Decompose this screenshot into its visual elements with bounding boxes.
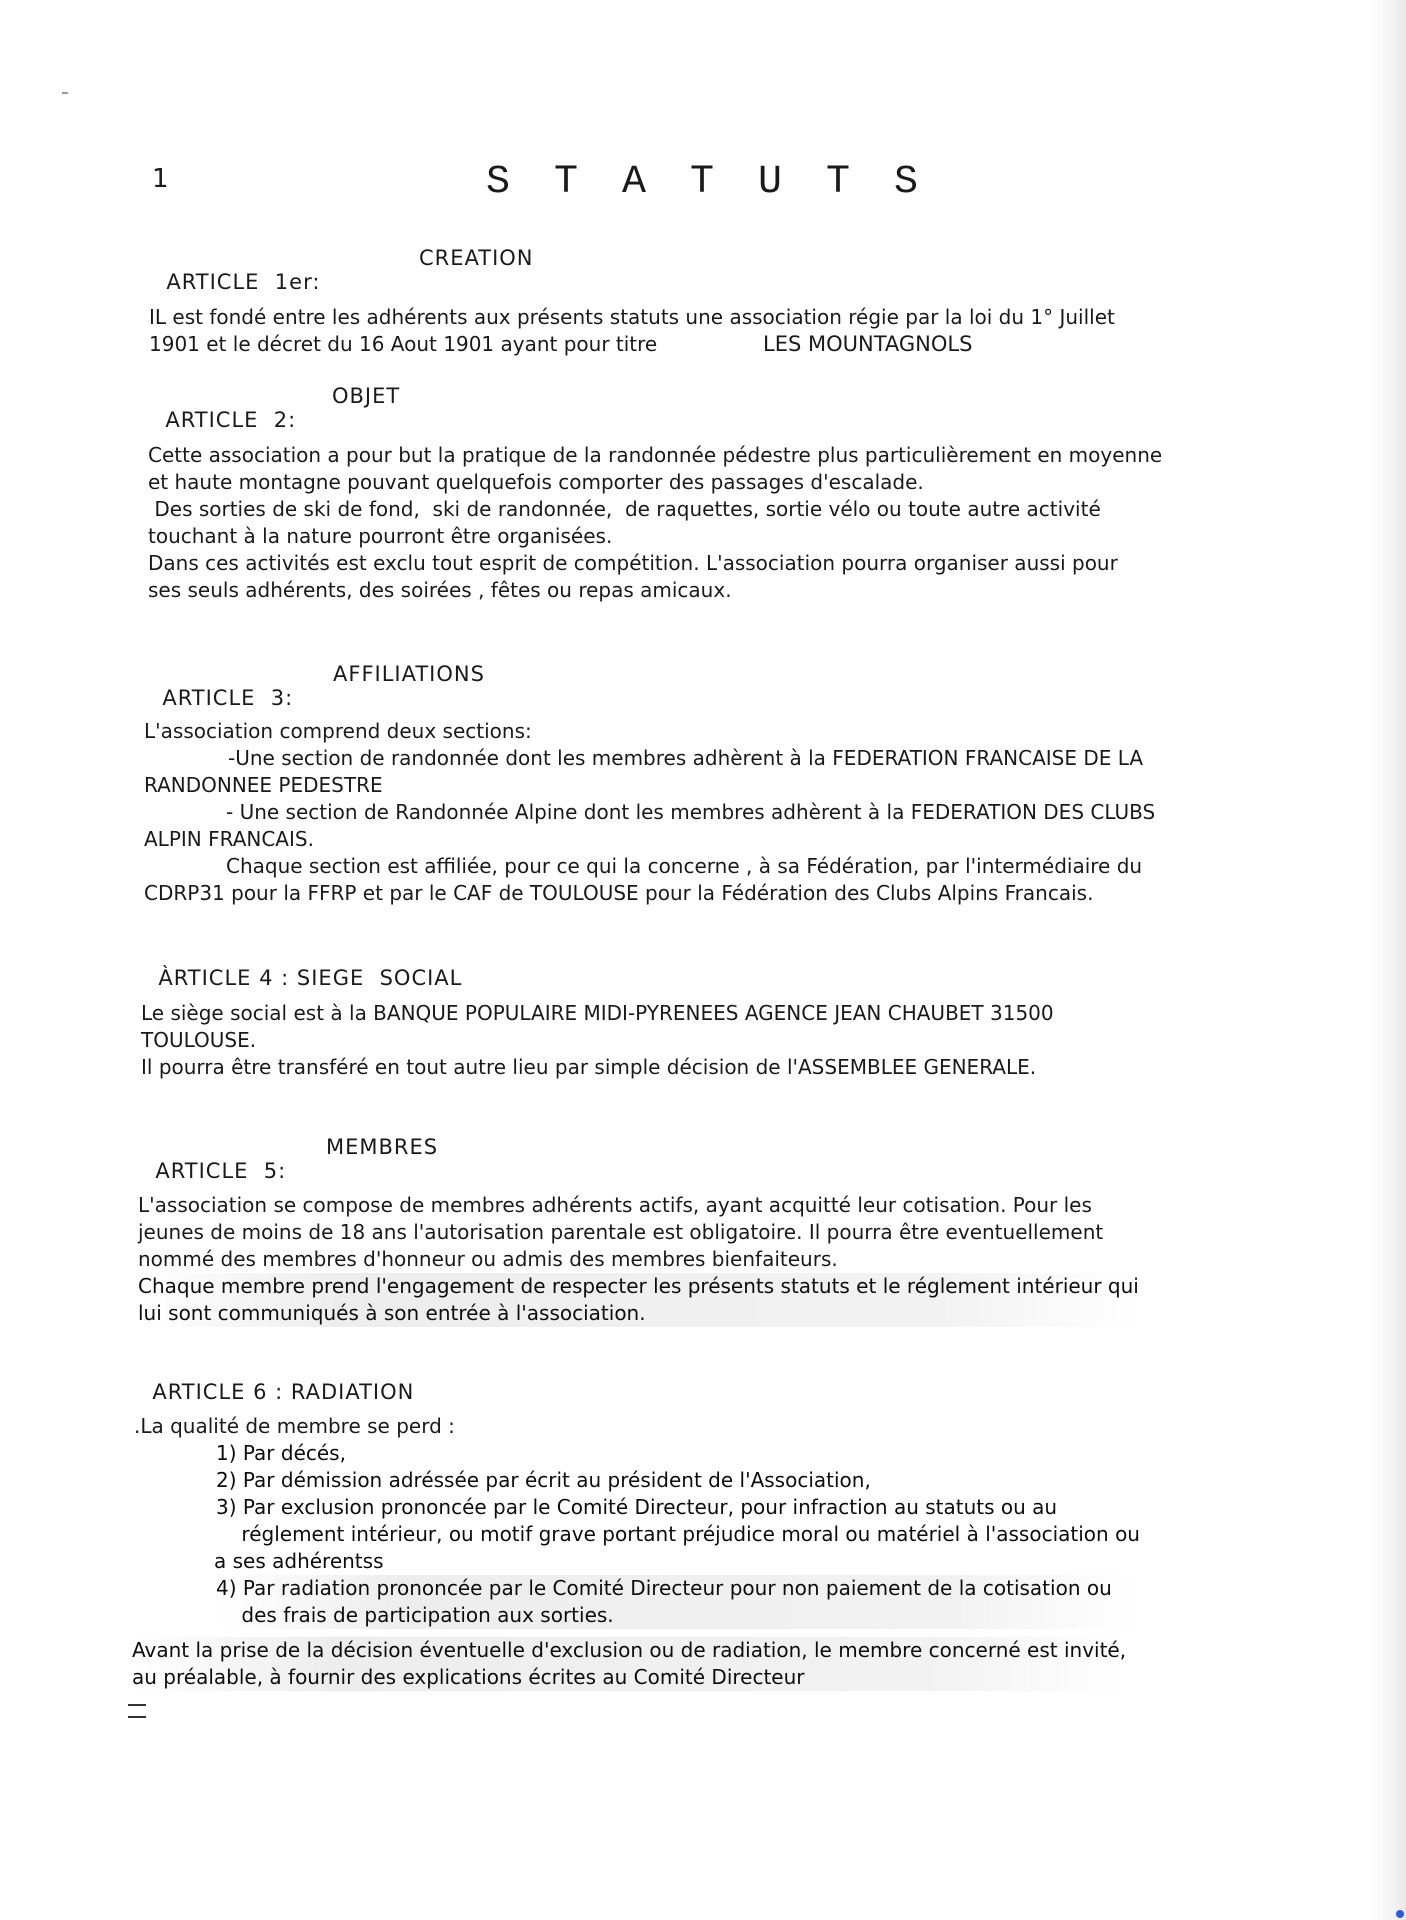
article-2-number: ARTICLE 2: bbox=[165, 408, 297, 432]
text-line: ALPIN FRANCAIS. bbox=[144, 827, 314, 851]
text-line: lui sont communiqués à son entrée à l'association. bbox=[138, 1300, 1139, 1327]
article-2-title: OBJET bbox=[332, 384, 401, 408]
text-line: - Une section de Randonnée Alpine dont les membres adhèrent à la FEDERATION DES CLUBS bbox=[226, 800, 1156, 824]
list-item: 3) Par exclusion prononcée par le Comité Directeur, pour infraction au statuts ou au bbox=[216, 1495, 1058, 1519]
page-edge-shadow bbox=[1372, 0, 1406, 1920]
text-line: -Une section de randonnée dont les membres adhèrent à la FEDERATION FRANCAISE DE LA bbox=[228, 746, 1144, 770]
list-item: réglement intérieur, ou motif grave portant préjudice moral ou matériel à l'association ou bbox=[216, 1522, 1140, 1546]
list-item: 1) Par décés, bbox=[216, 1441, 346, 1465]
scan-corner-dot bbox=[1396, 1910, 1404, 1918]
text-line: au préalable, à fournir des explications écrites au Comité Directeur bbox=[132, 1664, 1126, 1691]
article-6-number: ARTICLE 6 : RADIATION bbox=[152, 1380, 415, 1404]
article-3-number: ARTICLE 3: bbox=[162, 686, 294, 710]
list-item: a ses adhérentss bbox=[214, 1549, 384, 1573]
end-mark bbox=[128, 1704, 146, 1718]
article-4-text bbox=[141, 1000, 1054, 1081]
article-2-text bbox=[148, 442, 1162, 604]
article-5-title: MEMBRES bbox=[326, 1135, 439, 1159]
text-line: CDRP31 pour la FFRP et par le CAF de TOULOUSE pour la Fédération des Clubs Alpins Francais. bbox=[144, 881, 1094, 905]
article-1-title: CREATION bbox=[419, 246, 534, 270]
text-line: IL est fondé entre les adhérents aux présents statuts une association régie par la loi du 1° Juillet bbox=[149, 305, 1115, 329]
article-4-number: ÀRTICLE 4 : SIEGE SOCIAL bbox=[158, 966, 463, 990]
text-line: L'association se compose de membres adhérents actifs, ayant acquitté leur cotisation. Pour les bbox=[138, 1193, 1092, 1217]
text-line: jeunes de moins de 18 ans l'autorisation parentale est obligatoire. Il pourra être eventuellement bbox=[138, 1220, 1104, 1244]
article-5-text bbox=[138, 1192, 1139, 1327]
text-line: ses seuls adhérents, des soirées , fêtes ou repas amicaux. bbox=[148, 578, 732, 602]
text-line: Chaque section est affiliée, pour ce qui la concerne , à sa Fédération, par l'intermédiaire du bbox=[226, 854, 1143, 878]
page-number: 1 bbox=[152, 164, 169, 194]
article-1-text bbox=[149, 304, 1115, 358]
text-line: TOULOUSE. bbox=[141, 1028, 257, 1052]
article-1-number: ARTICLE 1er: bbox=[166, 270, 321, 294]
article-5-number: ARTICLE 5: bbox=[155, 1159, 287, 1183]
list-item: 2) Par démission adréssée par écrit au président de l'Association, bbox=[216, 1468, 871, 1492]
text-line: Cette association a pour but la pratique de la randonnée pédestre plus particulièrement en moyenne bbox=[148, 443, 1163, 467]
text-line: Chaque membre prend l'engagement de respecter les présents statuts et le réglement intérieur qui bbox=[138, 1274, 1139, 1298]
article-6-closing bbox=[132, 1637, 1126, 1691]
document-title: STATUTS bbox=[486, 160, 963, 205]
text-line: Avant la prise de la décision éventuelle d'exclusion ou de radiation, le membre concerné est invité, bbox=[132, 1638, 1127, 1662]
list-item: des frais de participation aux sorties. bbox=[216, 1602, 1140, 1629]
article-3-text bbox=[144, 718, 1155, 907]
text-line: Le siège social est à la BANQUE POPULAIRE MIDI-PYRENEES AGENCE JEAN CHAUBET 31500 bbox=[141, 1001, 1054, 1025]
text-line: L'association comprend deux sections: bbox=[144, 719, 532, 743]
article-6-heading bbox=[137, 1356, 414, 1404]
article-4-heading bbox=[143, 942, 462, 990]
article-6-list bbox=[216, 1440, 1140, 1629]
text-line: nommé des membres d'honneur ou admis des membres bienfaiteurs. bbox=[138, 1247, 838, 1271]
text-line: RANDONNEE PEDESTRE bbox=[144, 773, 383, 797]
association-name: LES MOUNTAGNOLS bbox=[763, 332, 973, 356]
article-3-title: AFFILIATIONS bbox=[333, 662, 485, 686]
text-line: Il pourra être transféré en tout autre lieu par simple décision de l'ASSEMBLEE GENERALE. bbox=[141, 1055, 1037, 1079]
scan-mark bbox=[62, 92, 68, 94]
list-item: 4) Par radiation prononcée par le Comité Directeur pour non paiement de la cotisation ou bbox=[216, 1575, 1140, 1602]
text-line: Des sorties de ski de fond, ski de randonnée, de raquettes, sortie vélo ou toute autre activité bbox=[148, 497, 1101, 521]
article-6-intro: .La qualité de membre se perd : bbox=[134, 1414, 455, 1438]
text-line: et haute montagne pouvant quelquefois comporter des passages d'escalade. bbox=[148, 470, 924, 494]
text-line: 1901 et le décret du 16 Aout 1901 ayant pour titre LES MOUNTAGNOLS bbox=[149, 332, 973, 356]
text-line: Dans ces activités est exclu tout esprit de compétition. L'association pourra organiser aussi pour bbox=[148, 551, 1118, 575]
text-line: touchant à la nature pourront être organisées. bbox=[148, 524, 613, 548]
